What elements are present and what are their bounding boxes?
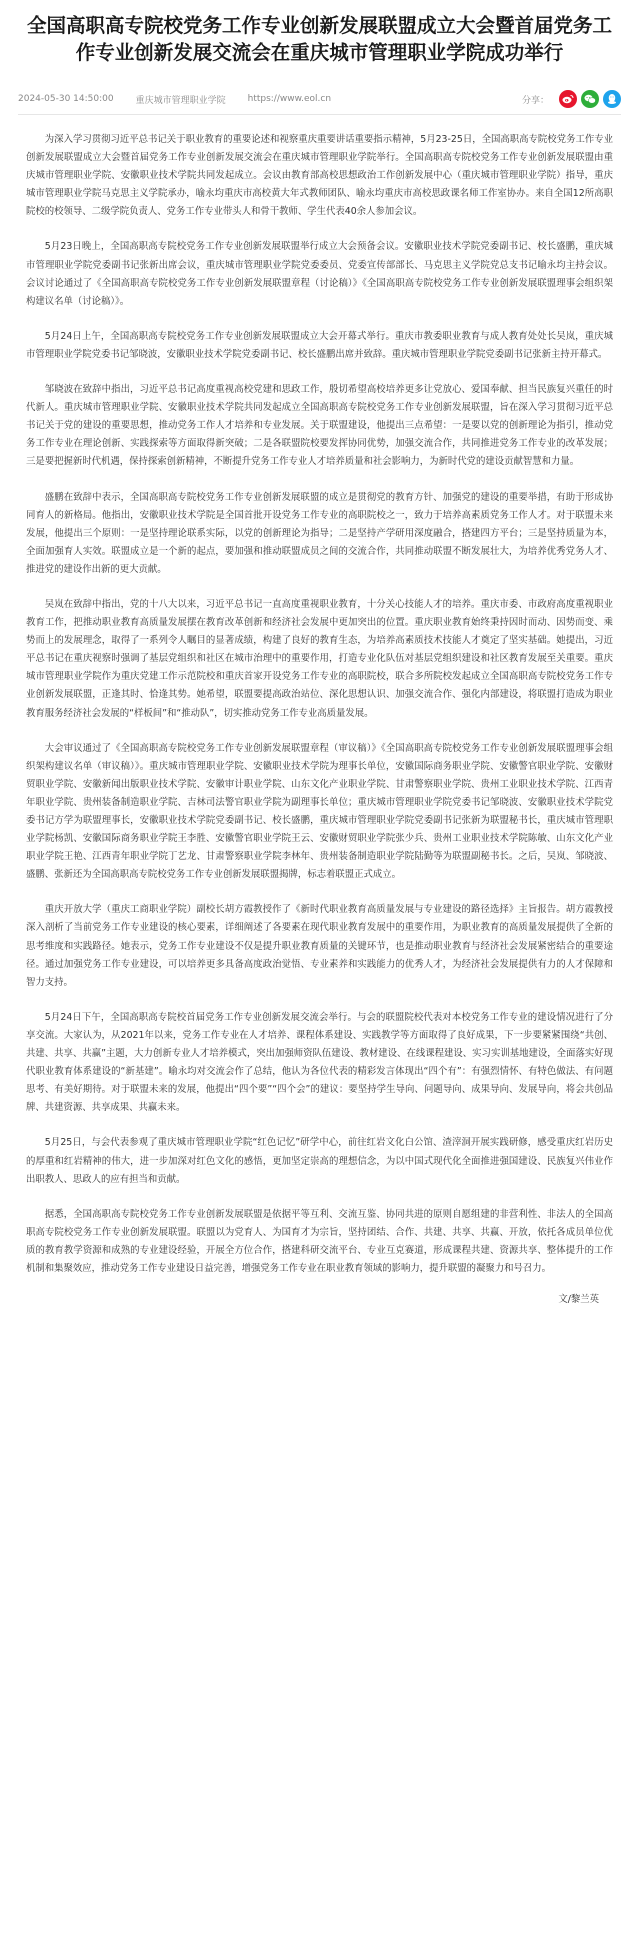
article-paragraph: 盛鹏在致辞中表示，全国高职高专院校党务工作专业创新发展联盟的成立是贯彻党的教育方针、加强党的建设的重要举措，有助于形成协同育人的新格局。他指出，安徽职业技术学院是全国首批开设党务工作专业的高职院校之一，致力于培养高素质党务工作人才。对于联盟未来发展，他提出三个原则：一是坚持理论联系实际，以党的创新理论为指导；二是坚持产学研用深度融合，搭建四方平台；三是坚持质量为本，全面加强育人实效。联盟成立是一个新的起点，要加强和推动联盟成员之间的交流合作，共同推动联盟不断发展壮大，为培养优秀党务人才、推进党的建设作出新的更大贡献。 [26,491,613,575]
article-title: 全国高职高专院校党务工作专业创新发展联盟成立大会暨首届党务工作专业创新发展交流会在重庆城市管理职业学院成功举行 [26,14,612,64]
article-author: 文/黎兰英 [558,1294,599,1306]
share-label: 分享： [521,95,549,106]
article-paragraph: 5月25日，与会代表参观了重庆城市管理职业学院“红色记忆”研学中心，前往红岩文化白公馆、渣滓洞开展实践研修，感受重庆红岩历史的厚重和红岩精神的伟大，进一步加深对红色文化的感悟，更加坚定崇高的理想信念，为以中国式现代化全面推进强国建设、民族复兴伟业作出职教人、思政人的应有担当和贡献。 [26,1137,613,1185]
article-paragraph: 5月24日上午，全国高职高专院校党务工作专业创新发展联盟成立大会开幕式举行。重庆市教委职业教育与成人教育处处长吴岚，重庆城市管理职业学院党委书记邹晓波，安徽职业技术学院党委副书记、校长盛鹏出席并致辞。重庆城市管理职业学院党委副书记张新主持开幕式。 [26,330,613,360]
article-paragraph: 5月24日下午，全国高职高专院校首届党务工作专业创新发展交流会举行。与会的联盟院校代表对本校党务工作专业的建设情况进行了分享交流。大家认为，从2021年以来，党务工作专业在人才培养、课程体系建设、实践教学等方面取得了良好成果，下一步要紧紧围绕“共创、共建、共享、共赢”主题，大力创新专业人才培养模式，突出加强师资队伍建设、教材建设、在线课程建设、实习实训基地建设，全面落实好现代职业教育体系建设的“新基建”。喻永均对交流会作了总结，他认为各位代表的精彩发言体现出“四个有”：有强烈情怀、有特色做法、有问题思考、有美好期待。对于联盟未来的发展，他提出“四个要”“四个会”的建议：要坚持学生导向、问题导向、成果导向、发展导向，将会共创品牌、共建资源、共享成果、共赢未来。 [26,1011,613,1114]
publish-datetime: 2024-05-30 14:50:00 [18,94,114,104]
source-url[interactable]: https://www.eol.cn [247,94,332,104]
article-meta-bar [18,84,621,115]
article-body [18,115,621,1309]
qq-icon[interactable] [603,90,621,108]
weibo-icon[interactable] [559,90,577,108]
article-paragraph: 5月23日晚上，全国高职高专院校党务工作专业创新发展联盟举行成立大会预备会议。安徽职业技术学院党委副书记、校长盛鹏，重庆城市管理职业学院党委副书记张新出席会议，重庆城市管理职业学院党委委员、党委宣传部部长、马克思主义学院党总支书记喻永均主持会议。会议讨论通过了《全国高职高专院校党务工作专业创新发展联盟章程（讨论稿）》《全国高职高专院校党务工作专业创新发展联盟理事会组织架构建议名单（讨论稿）》。 [26,241,613,307]
article-paragraph: 为深入学习贯彻习近平总书记关于职业教育的重要论述和视察重庆重要讲话重要指示精神，5月23-25日，全国高职高专院校党务工作专业创新发展联盟成立大会暨首届党务工作专业创新发展交流会在重庆城市管理职业学院举行。全国高职高专院校党务工作专业创新发展联盟由重庆城市管理职业学院、安徽职业技术学院共同发起成立。会议由教育部高校思想政治工作创新发展中心（重庆城市管理职业学院）指导，重庆城市管理职业学院马克思主义学院承办，喻永均重庆市高校黄大年式教师团队、喻永均重庆市高校思政课名师工作室协办。来自全国12所高职院校的校领导、二级学院负责人、党务工作专业带头人和骨干教师、学生代表40余人参加会议。 [26,134,613,218]
article-paragraph: 重庆开放大学（重庆工商职业学院）副校长胡方霞教授作了《新时代职业教育高质量发展与专业建设的路径选择》主旨报告。胡方霞教授深入剖析了当前党务工作专业建设的核心要素，详细阐述了各要素在现代职业教育发展中的重要作用，为职业教育的高质量发展提供了全新的思考维度和实践路径。她表示，党务工作专业建设不仅是提升职业教育质量的关键环节，也是推动职业教育与经济社会发展紧密结合的重要途径。通过加强党务工作专业建设，可以培养更多具备高度政治觉悟、专业素养和实践能力的优秀人才，为经济社会发展提供有力的人才保障和智力支持。 [26,904,613,988]
article-paragraph: 邹晓波在致辞中指出，习近平总书记高度重视高校党建和思政工作，殷切希望高校培养更多让党放心、爱国奉献、担当民族复兴重任的时代新人。重庆城市管理职业学院、安徽职业技术学院共同发起成立全国高职高专院校党务工作专业创新发展联盟，旨在深入学习贯彻习近平总书记关于党的建设的重要思想，推动党务工作人才培养和专业发展。关于联盟建设，他提出三点希望：一是要以党的创新理论为指引，推动党务工作专业在理论创新、实践探索等方面取得新突破；二是各联盟院校要发挥协同优势，加强交流合作，共同推进党务工作专业的改革发展；三是要把握新时代机遇，保持探索创新精神，不断提升党务工作专业人才培养质量和社会影响力，为新时代党的建设贡献智慧和力量。 [26,384,613,468]
article-paragraph: 据悉，全国高职高专院校党务工作专业创新发展联盟是依据平等互利、交流互鉴、协同共进的原则自愿组建的非营利性、非法人的全国高职高专院校党务工作专业创新发展联盟。联盟以为党育人、为国育才为宗旨，坚持团结、合作、共建、共享、共赢、开放，依托各成员单位优质的教育教学资源和成熟的专业建设经验，开展全方位合作，搭建科研交流平台、专业互克赛道，形成课程共建、资源共享、整体提升的工作机制和集聚效应，推动党务工作专业建设日益完善，增强党务工作专业在职业教育领域的影响力，提升联盟的凝聚力和号召力。 [26,1208,613,1274]
article-paragraph: 大会审议通过了《全国高职高专院校党务工作专业创新发展联盟章程（审议稿）》《全国高职高专院校党务工作专业创新发展联盟理事会组织架构建议名单（审议稿）》。重庆城市管理职业学院、安徽职业技术学院为理事长单位，安徽国际商务职业学院、安徽警官职业学院、安徽财贸职业学院、安徽新闻出版职业技术学院、安徽审计职业学院、山东文化产业职业学院、甘肃警察职业学院、贵州工业职业技术学院、江西青年职业学院、贵州装备制造职业学院、吉林司法警官职业学院为副理事长单位；重庆城市管理职业学院党委书记邹晓波、安徽职业技术学院党委书记方学为联盟理事长，安徽职业技术学院党委副书记、校长盛鹏，重庆城市管理职业学院党委副书记张新为联盟秘书长，重庆城市管理职业学院杨凯、安徽国际商务职业学院王李胜、安徽警官职业学院王云、安徽财贸职业学院张少兵、贵州工业职业技术学院陈敏、山东文化产业职业学院王艳、江西青年职业学院丁艺龙、甘肃警察职业学院李林年、贵州装备制造职业学院陆勤等为联盟副秘书长。之后，吴岚、邹晓波、盛鹏、张新还为全国高职高专院校党务工作专业创新发展联盟揭牌，标志着联盟正式成立。 [26,742,613,881]
article-paragraph: 吴岚在致辞中指出，党的十八大以来，习近平总书记一直高度重视职业教育，十分关心技能人才的培养。重庆市委、市政府高度重视职业教育工作，把推动职业教育高质量发展摆在教育改革创新和经济社会发展中更加突出的位置。重庆职业教育始终秉持因时而动、因势而变、乘势而上的发展理念，取得了一系列令人瞩目的显著成绩，构建了良好的教育生态，为培养高素质技术技能人才奠定了坚实基础。她提出，习近平总书记在重庆视察时强调了基层党组织和社区在城市治理中的重要作用，打造专业化队伍对基层党组织建设和社区教育发展至关重要。重庆城市管理职业学院作为重庆党建工作示范院校和重庆首家开设党务工作专业的高职院校，联合多所院校发起成立全国高职高专院校党务工作专业创新发展联盟，正逢其时、恰逢其势。她希望，联盟要提高政治站位、深化思想认识、加强交流合作、强化内部建设，将联盟打造成为职业教育服务经济社会发展的“样板间”和“推动队”，切实推动党务工作专业高质量发展。 [26,598,613,719]
article-source: 重庆城市管理职业学院 [135,95,226,106]
wechat-icon[interactable] [581,90,599,108]
